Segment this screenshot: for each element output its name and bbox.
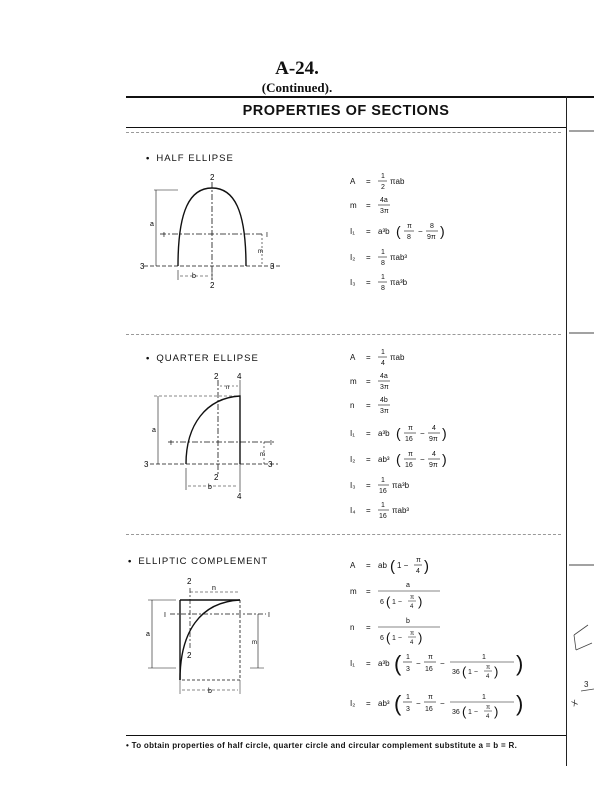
fraction-num: π [486, 705, 491, 711]
fraction-den: 3π [380, 408, 389, 415]
formula-rhs: πab³ [392, 506, 410, 515]
half-ellipse-formulas [342, 168, 562, 298]
formula-coef: a³b [378, 429, 390, 438]
fraction-num: 4 [432, 425, 436, 432]
fraction-den: 4 [486, 714, 490, 720]
formula-lhs: n [350, 401, 355, 410]
formula-coef: a³b [378, 659, 390, 668]
operator: − [418, 227, 423, 236]
fraction-num: 1 [406, 694, 410, 701]
axis-label: 3 [144, 460, 149, 469]
equals-sign: = [366, 177, 371, 186]
svg-text:(: ( [396, 223, 401, 239]
formula-coef: ab³ [378, 699, 390, 708]
header-rule [126, 96, 594, 98]
fraction-den: 2 [381, 184, 385, 191]
formula-lhs: I₄ [350, 506, 356, 515]
formula-rhs: πa³b [392, 481, 410, 490]
equals-sign: = [366, 278, 371, 287]
formula-coef: ab [378, 561, 387, 570]
svg-text:): ) [516, 651, 524, 676]
fraction-den: 3π [380, 384, 389, 391]
fraction-den: 8 [381, 285, 385, 292]
fraction-den: 6 [380, 599, 384, 606]
svg-text:(: ( [396, 451, 401, 467]
svg-text:): ) [424, 558, 429, 575]
svg-text:): ) [494, 664, 499, 679]
svg-text:−: − [440, 659, 445, 668]
axis-label: 3 [268, 460, 273, 469]
section-divider [126, 334, 561, 335]
fraction-num: 1 [381, 349, 385, 356]
fraction-num: 4a [380, 373, 388, 380]
neighbor-label-a: 3 [584, 680, 589, 689]
formula-inner: 1 − [392, 599, 402, 606]
equals-sign: = [366, 659, 371, 668]
fraction-den: 3π [380, 208, 389, 215]
formula-lhs: I₃ [350, 481, 356, 490]
fraction-den: 16 [379, 488, 387, 495]
half-ellipse-diagram [140, 170, 290, 290]
fraction-den: 8 [407, 234, 411, 241]
fraction-num: 4 [432, 451, 436, 458]
fraction-num: π [410, 631, 415, 637]
formula-lhs: I₂ [350, 699, 356, 708]
axis-label: 4 [237, 372, 242, 381]
axis-label: 2 [210, 281, 215, 290]
fraction-den: 8 [381, 260, 385, 267]
axis-label: I [170, 440, 172, 447]
formula-rhs: πab³ [390, 253, 408, 262]
operator: − [420, 455, 425, 464]
section-title: PROPERTIES OF SECTIONS [242, 103, 450, 119]
fraction-num: 1 [482, 694, 486, 701]
formula-lhs: I₁ [350, 227, 355, 236]
equals-sign: = [366, 227, 371, 236]
fraction-den: 3 [406, 666, 410, 673]
equals-sign: = [366, 455, 371, 464]
fraction-den: 16 [405, 436, 413, 443]
title-rule [126, 127, 566, 128]
formula-inner: 1 − [392, 635, 402, 642]
fraction-num: 1 [381, 274, 385, 281]
formula-lhs: I₁ [350, 429, 355, 438]
fraction-num: 1 [381, 502, 385, 509]
fraction-den: 4 [410, 604, 414, 610]
svg-text:−: − [416, 699, 421, 708]
fraction-den: 36 [452, 709, 460, 716]
equals-sign: = [366, 429, 371, 438]
fraction-num: π [416, 557, 421, 564]
svg-text:−: − [440, 699, 445, 708]
equals-sign: = [366, 201, 371, 210]
formula-inner: 1 − [397, 561, 409, 570]
equals-sign: = [366, 587, 371, 596]
equals-sign: = [366, 481, 371, 490]
svg-text:(: ( [390, 558, 395, 575]
fraction-num: π [410, 595, 415, 601]
fraction-num: π [408, 451, 413, 458]
formula-lhs: m [350, 201, 357, 210]
fraction-num: 1 [381, 173, 385, 180]
dimension-label: m [258, 249, 263, 255]
axis-label: 2 [214, 372, 219, 381]
svg-text:(: ( [386, 630, 391, 645]
fraction-den: 3 [406, 706, 410, 713]
axis-label: 3 [270, 262, 275, 271]
axis-label: I [268, 612, 270, 619]
equals-sign: = [366, 253, 371, 262]
axis-label: I [164, 612, 166, 619]
formula-lhs: A [350, 353, 356, 362]
formula-lhs: n [350, 623, 355, 632]
formula-coef: a³b [378, 227, 390, 236]
formula-lhs: I₃ [350, 278, 356, 287]
section-divider [126, 534, 561, 535]
section-label-elliptic-complement: • ELLIPTIC COMPLEMENT [128, 556, 269, 567]
axis-label: 2 [187, 577, 192, 586]
formula-rhs: πa³b [390, 278, 408, 287]
dimension-label: a [150, 221, 154, 228]
fraction-den: 6 [380, 635, 384, 642]
formula-lhs: I₂ [350, 253, 356, 262]
formula-rhs: πab [390, 353, 405, 362]
svg-text:): ) [442, 451, 447, 467]
fraction-den: 16 [425, 666, 433, 673]
svg-text:(: ( [386, 594, 391, 609]
dimension-label: m [252, 640, 257, 646]
fraction-num: 8 [430, 223, 434, 230]
equals-sign: = [366, 623, 371, 632]
dimension-label: a [146, 631, 150, 638]
svg-text:): ) [440, 223, 445, 239]
fraction-den: 16 [425, 706, 433, 713]
fraction-num: π [486, 665, 491, 671]
svg-text:(: ( [462, 664, 467, 679]
fraction-den: 4 [486, 674, 490, 680]
formula-rhs: πab [390, 177, 405, 186]
svg-text:): ) [442, 425, 447, 441]
footnote: • To obtain properties of half circle, quarter circle and circular complement substitute a = b = R. [126, 741, 518, 750]
dimension-label: n [226, 385, 230, 391]
equals-sign: = [366, 561, 371, 570]
formula-lhs: m [350, 377, 357, 386]
fraction-num: π [407, 223, 412, 230]
neighbor-page-fragment [566, 95, 594, 800]
fraction-num: b [406, 618, 410, 625]
axis-label: 2 [214, 473, 219, 482]
fraction-den: 16 [379, 513, 387, 520]
axis-label: 3 [140, 262, 145, 271]
fraction-num: π [408, 425, 413, 432]
fraction-den: 4 [416, 568, 420, 575]
fraction-num: 4a [380, 197, 388, 204]
svg-text:(: ( [462, 704, 467, 719]
dimension-label: b [208, 688, 212, 695]
formula-inner: 1 − [468, 669, 478, 676]
svg-text:−: − [416, 659, 421, 668]
fraction-num: π [428, 694, 433, 701]
axis-label: I [270, 440, 272, 447]
fraction-den: 9π [429, 436, 438, 443]
axis-label: 2 [187, 651, 192, 660]
dimension-label: b [208, 484, 212, 491]
dimension-label: b [192, 273, 196, 280]
formula-lhs: I₁ [350, 659, 355, 668]
dimension-label: n [212, 585, 216, 592]
equals-sign: = [366, 377, 371, 386]
fraction-num: 1 [381, 249, 385, 256]
axis-label: I [163, 232, 165, 239]
svg-text:): ) [516, 691, 524, 716]
equals-sign: = [366, 699, 371, 708]
axis-label: 2 [210, 173, 215, 182]
fraction-num: π [428, 654, 433, 661]
fraction-den: 16 [405, 462, 413, 469]
section-label-half-ellipse: • HALF ELLIPSE [146, 153, 234, 164]
fraction-num: 4b [380, 397, 388, 404]
formula-lhs: I₂ [350, 455, 356, 464]
fraction-num: 1 [482, 654, 486, 661]
fraction-num: 1 [406, 654, 410, 661]
formula-lhs: m [350, 587, 357, 596]
formula-lhs: A [350, 177, 356, 186]
elliptic-complement-diagram [140, 572, 290, 702]
quarter-ellipse-formulas [342, 344, 562, 524]
axis-label: 4 [237, 492, 242, 500]
equals-sign: = [366, 401, 371, 410]
fraction-den: 4 [410, 640, 414, 646]
fraction-den: 9π [429, 462, 438, 469]
formula-coef: ab³ [378, 455, 390, 464]
section-divider [126, 132, 561, 133]
fraction-num: 1 [381, 477, 385, 484]
section-label-quarter-ellipse: • QUARTER ELLIPSE [146, 353, 259, 364]
svg-text:): ) [494, 704, 499, 719]
page-subtitle: (Continued). [261, 80, 333, 95]
dimension-label: m [260, 452, 265, 458]
axis-label: I [266, 232, 268, 239]
page-title: A-24. [275, 58, 319, 79]
operator: − [420, 429, 425, 438]
equals-sign: = [366, 353, 371, 362]
svg-text:(: ( [394, 691, 402, 716]
formula-inner: 1 − [468, 709, 478, 716]
svg-text:(: ( [396, 425, 401, 441]
fraction-den: 36 [452, 669, 460, 676]
elliptic-complement-formulas [342, 550, 564, 730]
fraction-num: a [406, 582, 410, 589]
svg-text:(: ( [394, 651, 402, 676]
fraction-den: 4 [381, 360, 385, 367]
formula-lhs: A [350, 561, 356, 570]
svg-text:): ) [418, 594, 423, 609]
dimension-label: a [152, 427, 156, 434]
equals-sign: = [366, 506, 371, 515]
fraction-den: 9π [427, 234, 436, 241]
quarter-ellipse-diagram [140, 370, 290, 500]
svg-text:): ) [418, 630, 423, 645]
footer-rule [126, 735, 566, 736]
neighbor-label-b: X [570, 697, 580, 709]
